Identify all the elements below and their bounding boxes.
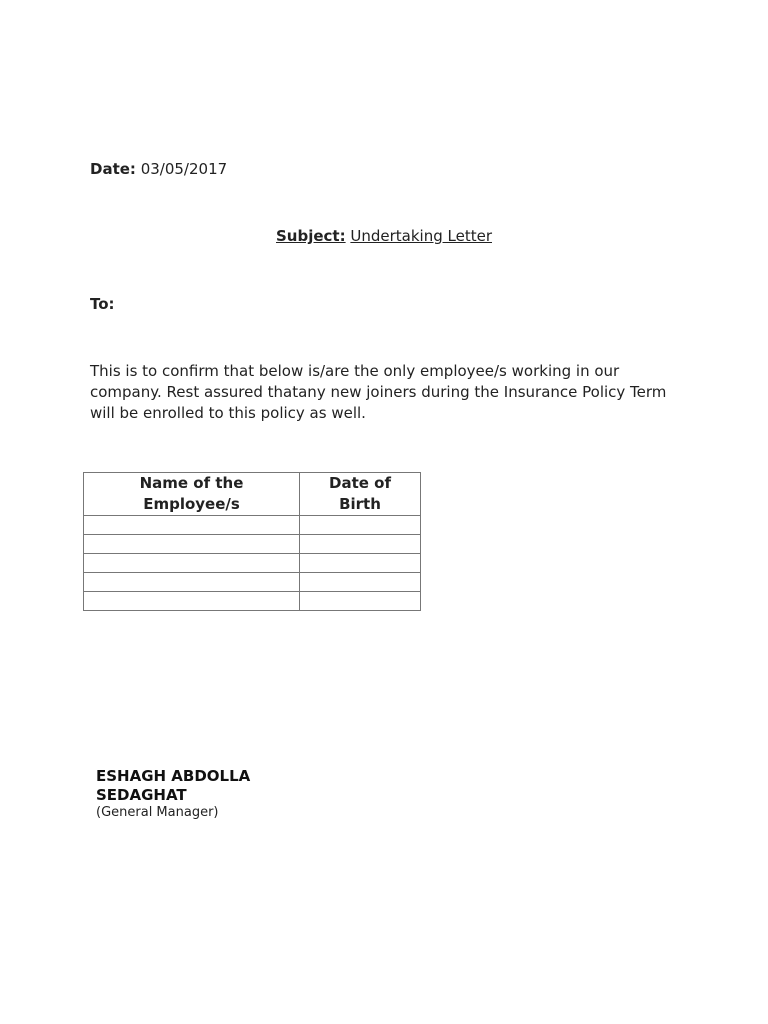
subject-line	[0, 226, 768, 246]
body-line: company. Rest assured thatany new joiners during the Insurance Policy Term	[90, 383, 667, 401]
header-text: Employee/s	[143, 495, 240, 513]
table-row	[84, 573, 421, 592]
dob-cell	[300, 535, 421, 554]
signature-block	[96, 767, 250, 821]
to-label: To:	[90, 295, 115, 313]
table-row	[84, 554, 421, 573]
dob-cell	[300, 573, 421, 592]
header-text: Date of	[329, 474, 391, 492]
table-row	[84, 516, 421, 535]
header-text: Name of the	[139, 474, 244, 492]
subject-label: Subject:	[276, 227, 346, 245]
signatory-name-line1: ESHAGH ABDOLLA	[96, 767, 251, 785]
body-paragraph	[90, 361, 690, 424]
header-employee-name	[84, 473, 300, 516]
name-cell	[84, 592, 300, 611]
table-row	[84, 592, 421, 611]
subject-value: Undertaking Letter	[350, 227, 492, 245]
dob-cell	[300, 592, 421, 611]
date-value: 03/05/2017	[140, 160, 228, 178]
date-line	[90, 159, 227, 179]
dob-cell	[300, 516, 421, 535]
dob-cell	[300, 554, 421, 573]
signatory-name-line2: SEDAGHAT	[96, 786, 187, 804]
name-cell	[84, 573, 300, 592]
signatory-title: (General Manager)	[96, 805, 219, 820]
table-row	[84, 535, 421, 554]
employee-table	[83, 472, 421, 611]
name-cell	[84, 535, 300, 554]
date-label: Date:	[90, 160, 136, 178]
name-cell	[84, 554, 300, 573]
table-header-row	[84, 473, 421, 516]
name-cell	[84, 516, 300, 535]
body-line: This is to confirm that below is/are the only employee/s working in our	[90, 362, 620, 380]
header-date-of-birth	[300, 473, 421, 516]
body-line: will be enrolled to this policy as well.	[90, 404, 366, 422]
header-text: Birth	[339, 495, 381, 513]
